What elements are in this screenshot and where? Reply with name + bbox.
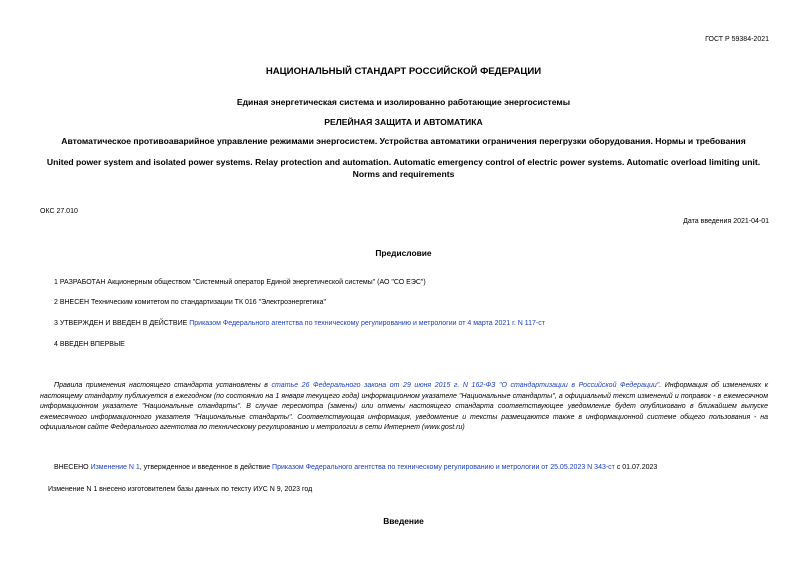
amendment-prefix: ВНЕСЕНО — [54, 464, 91, 471]
foreword-item-first-time: 4 ВВЕДЕН ВПЕРВЫЕ — [54, 341, 125, 348]
rules-body: . Информация об изменениях к настоящему стандарту публикуется в ежегодном (по состоянию на 1 января текущего года) информационном указателе "Национальные стандарты", а официальный текст изменений и поправок - в ежемесячном информационном указателе "Национальные стандарты". В случае пересмотра (замены) или отмены настоящего стандарта соответствующее уведомление будет опубликовано в ближайшем выпуске ежемесячного информационного указателя "Национальные стандарты". Соответствующая информация, уведомление и тексты размещаются также в информационной системе общего пользования - на официальном сайте Федерального агентства по техническому регулированию и метрологии в сети Интернет (www.gost.ru) — [40, 382, 768, 431]
federal-law-link[interactable]: статье 26 Федерального закона от 29 июня 2015 г. N 162-ФЗ "О стандартизации в Российской Федерации" — [271, 382, 660, 389]
oks-code: ОКС 27.010 — [40, 208, 78, 215]
amendment-suffix: с 01.07.2023 — [614, 464, 658, 471]
amendment-middle: , утвержденное и введенное в действие — [139, 464, 273, 471]
application-rules-paragraph — [40, 381, 768, 434]
standard-title: НАЦИОНАЛЬНЫЙ СТАНДАРТ РОССИЙСКОЙ ФЕДЕРАЦИИ — [265, 66, 542, 77]
english-full-title: United power system and isolated power systems. Relay protection and automation. Automatic emergency control of electric power systems. Automatic overload limiting unit. Norms and requirements — [46, 157, 761, 179]
foreword-heading: Предисловие — [375, 248, 432, 258]
amendment-line — [54, 464, 657, 471]
rules-prefix: Правила применения настоящего стандарта установлены в — [54, 382, 272, 389]
document-code: ГОСТ Р 59384-2021 — [705, 36, 769, 43]
approval-order-link[interactable]: Приказом Федерального агентства по техническому регулированию и метрологии от 4 марта 2021 г. N 117-ст — [189, 320, 545, 327]
amendment-link[interactable]: Изменение N 1 — [90, 464, 140, 471]
foreword-item-submitted: 2 ВНЕСЕН Техническим комитетом по стандартизации ТК 016 "Электроэнергетика" — [54, 299, 326, 306]
amendment-order-link[interactable]: Приказом Федерального агентства по техническому регулированию и метрологии от 25.05.2023 N 343-ст — [272, 464, 615, 471]
foreword-item-approved — [54, 320, 545, 327]
introduction-date: Дата введения 2021-04-01 — [683, 218, 769, 225]
amendment-note: Изменение N 1 внесено изготовителем базы данных по тексту ИУС N 9, 2023 год — [48, 486, 313, 493]
approved-text: 3 УТВЕРЖДЕН И ВВЕДЕН В ДЕЙСТВИЕ — [54, 320, 190, 327]
relay-title: РЕЛЕЙНАЯ ЗАЩИТА И АВТОМАТИКА — [324, 117, 483, 127]
foreword-item-developed: 1 РАЗРАБОТАН Акционерным обществом "Системный оператор Единой энергетической системы" (АО "СО ЕЭС") — [54, 279, 426, 286]
russian-full-title: Автоматическое противоаварийное управление режимами энергосистем. Устройства автоматики ограничения перегрузки оборудования. Нормы и требования — [61, 136, 746, 146]
introduction-heading: Введение — [383, 516, 424, 526]
system-title: Единая энергетическая система и изолированно работающие энергосистемы — [236, 97, 571, 107]
